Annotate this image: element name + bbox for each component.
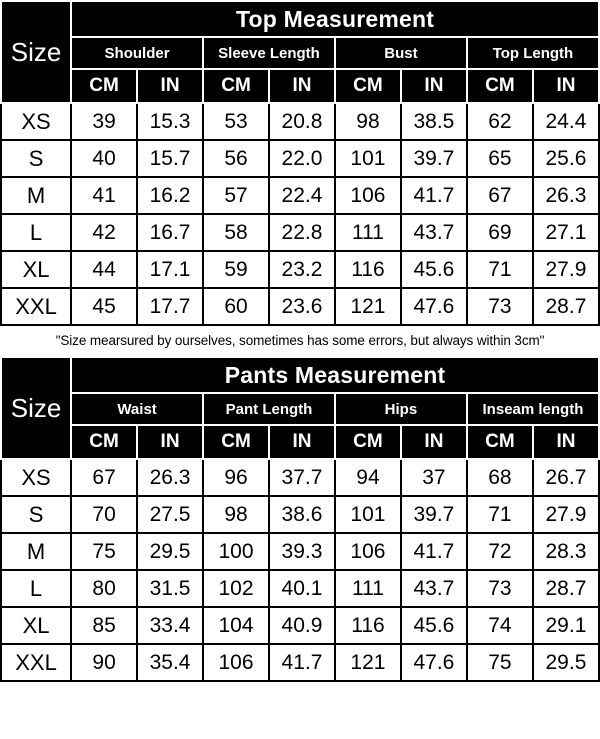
top-cell: 15.3 [137, 103, 203, 140]
top-row-size: M [1, 177, 71, 214]
pants-cell: 70 [71, 496, 137, 533]
pants-unit-hips-in: IN [401, 425, 467, 459]
top-cell: 57 [203, 177, 269, 214]
table-row [1, 496, 599, 533]
pants-cell: 116 [335, 607, 401, 644]
pants-cell: 40.9 [269, 607, 335, 644]
top-measurement-table [0, 0, 600, 326]
top-cell: 45 [71, 288, 137, 325]
pants-cell: 39.7 [401, 496, 467, 533]
pants-cell: 37.7 [269, 459, 335, 496]
pants-cell: 27.9 [533, 496, 599, 533]
table-row [1, 103, 599, 140]
top-cell: 16.7 [137, 214, 203, 251]
top-cell: 73 [467, 288, 533, 325]
pants-cell: 47.6 [401, 644, 467, 681]
top-cell: 56 [203, 140, 269, 177]
pants-cell: 41.7 [269, 644, 335, 681]
top-row-size: XXL [1, 288, 71, 325]
top-unit-bust-cm: CM [335, 69, 401, 103]
top-cell: 121 [335, 288, 401, 325]
top-cell: 41.7 [401, 177, 467, 214]
pants-cell: 72 [467, 533, 533, 570]
pants-table-title: Pants Measurement [71, 357, 599, 393]
pants-cell: 31.5 [137, 570, 203, 607]
pants-cell: 28.7 [533, 570, 599, 607]
pants-cell: 27.5 [137, 496, 203, 533]
top-cell: 106 [335, 177, 401, 214]
pants-cell: 80 [71, 570, 137, 607]
pants-cell: 104 [203, 607, 269, 644]
top-cell: 69 [467, 214, 533, 251]
pants-cell: 41.7 [401, 533, 467, 570]
top-cell: 98 [335, 103, 401, 140]
top-group-top-length: Top Length [467, 37, 599, 69]
pants-group-hips: Hips [335, 393, 467, 425]
top-table-title: Top Measurement [71, 1, 599, 37]
pants-cell: 33.4 [137, 607, 203, 644]
pants-cell: 106 [335, 533, 401, 570]
pants-cell: 74 [467, 607, 533, 644]
table-row [1, 140, 599, 177]
top-cell: 47.6 [401, 288, 467, 325]
top-table-title-row [1, 1, 599, 37]
top-cell: 67 [467, 177, 533, 214]
top-unit-shoulder-cm: CM [71, 69, 137, 103]
top-unit-sleeve-in: IN [269, 69, 335, 103]
pants-cell: 35.4 [137, 644, 203, 681]
top-cell: 22.8 [269, 214, 335, 251]
top-cell: 111 [335, 214, 401, 251]
top-cell: 27.9 [533, 251, 599, 288]
pants-cell: 94 [335, 459, 401, 496]
pants-cell: 100 [203, 533, 269, 570]
pants-cell: 71 [467, 496, 533, 533]
pants-cell: 96 [203, 459, 269, 496]
pants-cell: 39.3 [269, 533, 335, 570]
top-table-size-header: Size [1, 1, 71, 103]
top-cell: 22.0 [269, 140, 335, 177]
pants-cell: 73 [467, 570, 533, 607]
pants-cell: 68 [467, 459, 533, 496]
table-row [1, 251, 599, 288]
top-unit-sleeve-cm: CM [203, 69, 269, 103]
pants-cell: 111 [335, 570, 401, 607]
table-row [1, 214, 599, 251]
pants-unit-pant-cm: CM [203, 425, 269, 459]
pants-cell: 90 [71, 644, 137, 681]
top-cell: 23.6 [269, 288, 335, 325]
pants-cell: 75 [467, 644, 533, 681]
pants-cell: 121 [335, 644, 401, 681]
pants-measurement-table [0, 356, 600, 682]
top-cell: 58 [203, 214, 269, 251]
top-cell: 24.4 [533, 103, 599, 140]
top-cell: 116 [335, 251, 401, 288]
top-table-group-row [1, 37, 599, 69]
top-unit-bust-in: IN [401, 69, 467, 103]
top-cell: 23.2 [269, 251, 335, 288]
top-cell: 39.7 [401, 140, 467, 177]
pants-group-waist: Waist [71, 393, 203, 425]
pants-unit-waist-cm: CM [71, 425, 137, 459]
pants-cell: 29.5 [137, 533, 203, 570]
top-cell: 22.4 [269, 177, 335, 214]
top-cell: 17.7 [137, 288, 203, 325]
pants-cell: 43.7 [401, 570, 467, 607]
pants-cell: 38.6 [269, 496, 335, 533]
top-group-sleeve-length: Sleeve Length [203, 37, 335, 69]
pants-table-group-row [1, 393, 599, 425]
top-cell: 101 [335, 140, 401, 177]
table-row [1, 533, 599, 570]
top-cell: 15.7 [137, 140, 203, 177]
pants-cell: 40.1 [269, 570, 335, 607]
pants-cell: 45.6 [401, 607, 467, 644]
pants-group-pant-length: Pant Length [203, 393, 335, 425]
top-cell: 38.5 [401, 103, 467, 140]
pants-table-unit-row [1, 425, 599, 459]
pants-unit-hips-cm: CM [335, 425, 401, 459]
top-cell: 20.8 [269, 103, 335, 140]
pants-group-inseam-length: Inseam length [467, 393, 599, 425]
top-cell: 26.3 [533, 177, 599, 214]
pants-unit-inseam-cm: CM [467, 425, 533, 459]
top-cell: 39 [71, 103, 137, 140]
top-group-bust: Bust [335, 37, 467, 69]
pants-cell: 28.3 [533, 533, 599, 570]
pants-row-size: XXL [1, 644, 71, 681]
pants-cell: 29.5 [533, 644, 599, 681]
top-cell: 45.6 [401, 251, 467, 288]
pants-cell: 67 [71, 459, 137, 496]
pants-cell: 37 [401, 459, 467, 496]
table-row [1, 459, 599, 496]
top-cell: 16.2 [137, 177, 203, 214]
pants-table-size-header: Size [1, 357, 71, 459]
top-unit-length-in: IN [533, 69, 599, 103]
top-row-size: L [1, 214, 71, 251]
pants-cell: 98 [203, 496, 269, 533]
pants-cell: 26.7 [533, 459, 599, 496]
pants-row-size: L [1, 570, 71, 607]
top-cell: 44 [71, 251, 137, 288]
top-cell: 53 [203, 103, 269, 140]
table-row [1, 288, 599, 325]
top-cell: 17.1 [137, 251, 203, 288]
pants-row-size: XL [1, 607, 71, 644]
top-cell: 42 [71, 214, 137, 251]
pants-cell: 75 [71, 533, 137, 570]
pants-row-size: S [1, 496, 71, 533]
pants-unit-inseam-in: IN [533, 425, 599, 459]
top-table-unit-row [1, 69, 599, 103]
top-cell: 28.7 [533, 288, 599, 325]
top-cell: 71 [467, 251, 533, 288]
table-row [1, 644, 599, 681]
top-cell: 65 [467, 140, 533, 177]
pants-unit-pant-in: IN [269, 425, 335, 459]
top-cell: 40 [71, 140, 137, 177]
top-row-size: XS [1, 103, 71, 140]
top-cell: 25.6 [533, 140, 599, 177]
pants-cell: 102 [203, 570, 269, 607]
pants-cell: 101 [335, 496, 401, 533]
pants-cell: 26.3 [137, 459, 203, 496]
table-row [1, 177, 599, 214]
top-row-size: XL [1, 251, 71, 288]
top-unit-shoulder-in: IN [137, 69, 203, 103]
pants-cell: 85 [71, 607, 137, 644]
top-cell: 43.7 [401, 214, 467, 251]
pants-cell: 29.1 [533, 607, 599, 644]
top-group-shoulder: Shoulder [71, 37, 203, 69]
top-cell: 60 [203, 288, 269, 325]
top-cell: 59 [203, 251, 269, 288]
pants-row-size: XS [1, 459, 71, 496]
table-row [1, 607, 599, 644]
pants-cell: 106 [203, 644, 269, 681]
measurement-note: "Size mearsured by ourselves, sometimes has some errors, but always within 3cm" [0, 326, 600, 356]
top-unit-length-cm: CM [467, 69, 533, 103]
top-cell: 62 [467, 103, 533, 140]
pants-unit-waist-in: IN [137, 425, 203, 459]
top-row-size: S [1, 140, 71, 177]
pants-table-title-row [1, 357, 599, 393]
top-cell: 41 [71, 177, 137, 214]
table-row [1, 570, 599, 607]
top-cell: 27.1 [533, 214, 599, 251]
pants-row-size: M [1, 533, 71, 570]
